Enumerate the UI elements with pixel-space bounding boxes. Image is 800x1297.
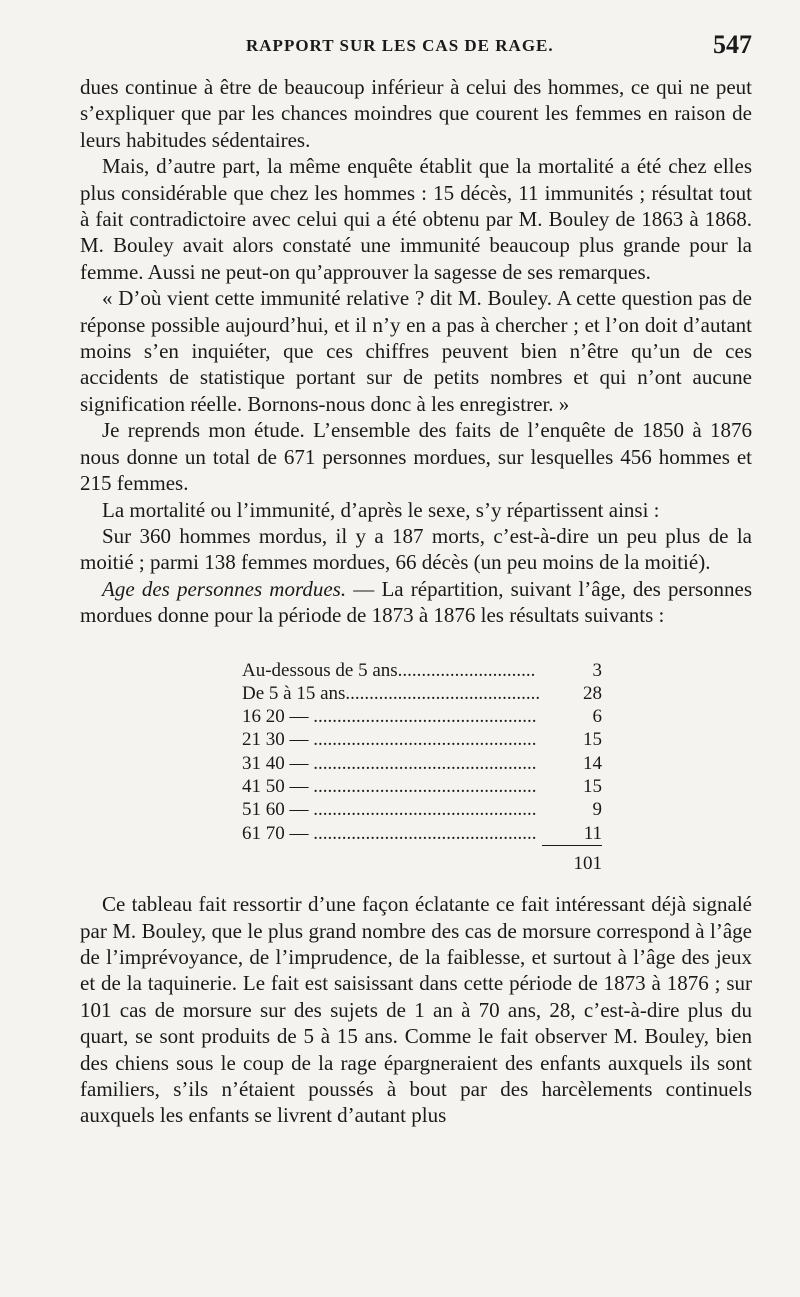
age-count: 3 [592,659,602,681]
page-header [80,30,760,66]
paragraph: Ce tableau fait ressortir d’une façon éclatante ce fait intéressant déjà signalé par M. Bouley, que le plus grand nombre des cas de morsure correspond à l’âge de l’imprévoyance, de l’imprudence, de la faiblesse, et surtout à l’âge des jeux et de la taquinerie. Le fait est saisissant dans cette période de 1873 à 1876 ; sur 101 cas de morsure sur des sujets de 1 an à 70 ans, 28, c’est-à-dire plus du quart, se sont produits de 5 à 15 ans. Comme le fait observer M. Bouley, bien des chiens sous le coup de la rage épargneraient des enfants auxquels ils sont familiers, s’ils n’étaient poussés à bout par des harcèlements continuels auxquels les enfants se livrent d’autant plus [80,892,752,1128]
section-title: Age des personnes mordues. [102,576,347,601]
age-count: 14 [583,752,602,774]
age-table [242,659,602,876]
age-label: Au-dessous de 5 ans............................. [242,659,536,681]
table-row [242,798,602,821]
age-total: 101 [542,845,602,875]
age-label: 41 50 — ............................................... [242,776,537,798]
body-text [80,74,752,1129]
age-count: 6 [592,706,602,728]
paragraph: Mais, d’autre part, la même enquête établit que la mortalité a été chez elles plus considérable que chez les hommes : 15 décès, 11 immunités ; résultat tout à fait contradictoire avec celui qui a été obtenu par M. Bouley de 1863 à 1868. M. Bouley avait alors constaté une immunité beaucoup plus grande pour la femme. Aussi ne peut-on qu’approuver la sagesse de ses remarques. [80,154,752,284]
age-label: 61 70 — ............................................... [242,822,537,844]
paragraph: Sur 360 hommes mordus, il y a 187 morts, c’est-à-dire un peu plus de la moitié ; parmi 138 femmes mordues, 66 décès (un peu moins de la moitié). [80,523,752,575]
table-row [242,728,602,751]
age-count: 11 [583,822,602,844]
age-label: De 5 à 15 ans......................................... [242,682,541,704]
table-row [242,705,602,728]
table-row [242,822,602,846]
section-text: — La répartition, suivant l’âge, des personnes mordues donne pour la période de 1873 à 1876 les résultats suivants : [80,576,752,628]
age-label: 21 30 — ............................................... [242,729,537,751]
age-count: 15 [583,776,602,798]
age-count: 15 [583,729,602,751]
age-count: 9 [592,799,602,821]
paragraph-continued: dues continue à être de beaucoup inférieur à celui des hommes, ce qui ne peut s’expliquer que par les chances moindres que courent les femmes en raison de leurs habitudes sédentaires. [80,75,752,152]
table-row [242,659,602,682]
table-row [242,752,602,775]
age-count: 28 [583,682,602,704]
table-row [242,775,602,798]
paragraph: Je reprends mon étude. L’ensemble des faits de l’enquête de 1850 à 1876 nous donne un total de 671 personnes mordues, sur lesquelles 456 hommes et 215 femmes. [80,418,752,496]
table-total-row [242,845,602,875]
age-label: 16 20 — ............................................... [242,706,537,728]
age-label: 31 40 — ............................................... [242,752,537,774]
table-row [242,682,602,705]
paragraph-quote: « D’où vient cette immunité relative ? dit M. Bouley. A cette question pas de réponse possible aujourd’hui, et il n’y en a pas à chercher ; et l’on doit d’autant moins s’en inquiéter, que ces chiffres peuvent bien n’être qu’un de ces accidents de statistique portant sur de petits nombres et qui n’ont aucune signification réelle. Bornons-nous donc à les enregistrer. » [80,286,752,416]
paragraph-age-section [80,576,752,629]
running-title: RAPPORT SUR LES CAS DE RAGE. [246,36,554,55]
page-number: 547 [713,30,752,59]
age-label: 51 60 — ............................................... [242,799,537,821]
paragraph: La mortalité ou l’immunité, d’après le sexe, s’y répartissent ainsi : [102,497,660,522]
